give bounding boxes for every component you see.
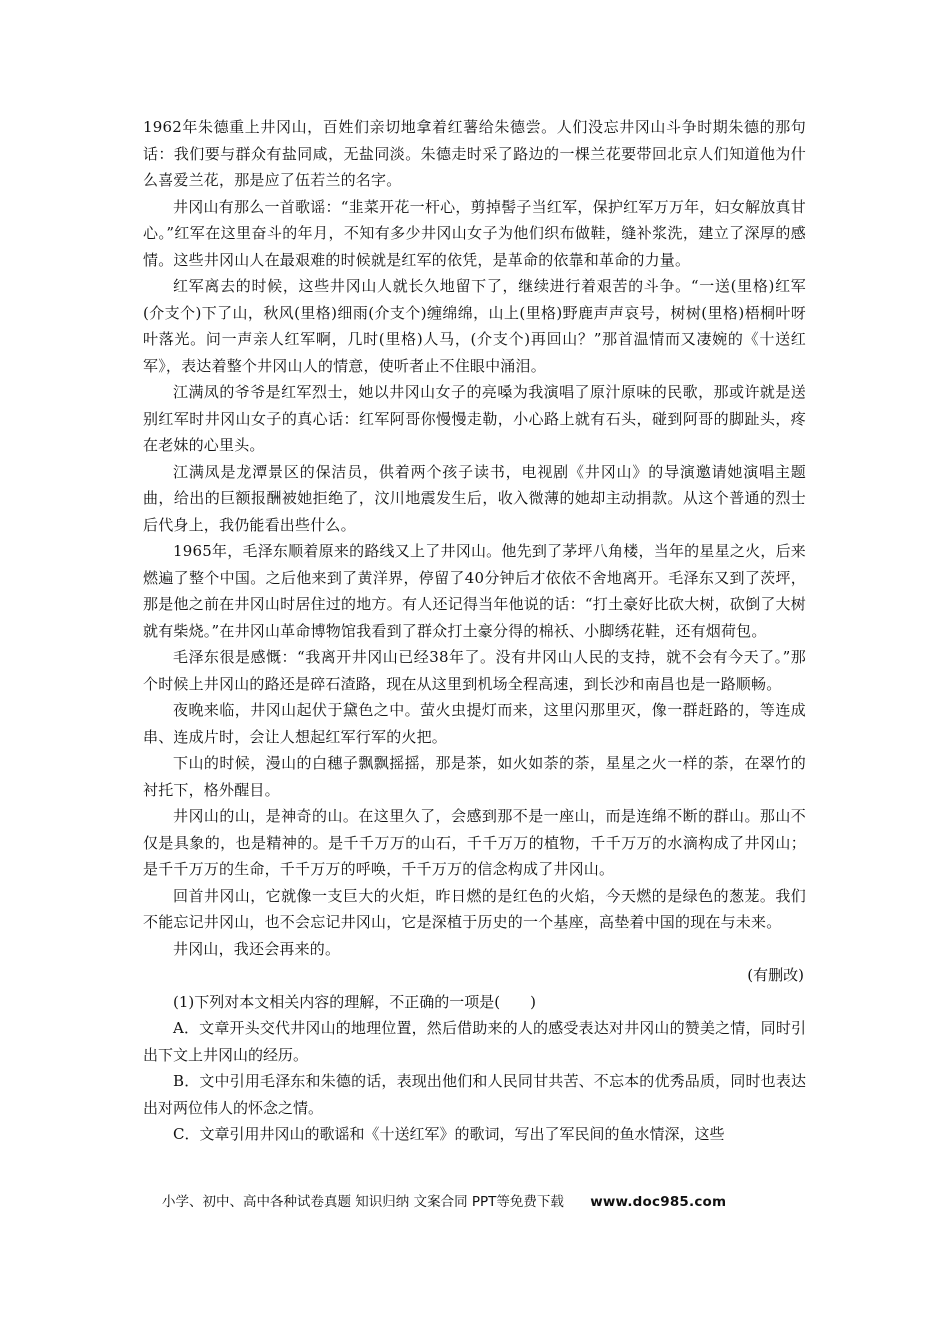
article-paragraph-9: 下山的时候，漫山的白穗子飘飘摇摇，那是茶，如火如荼的荼，星星之火一样的荼，在翠竹的衬托下，格外醒目。 <box>143 754 806 799</box>
article-paragraph-2: 井冈山有那么一首歌谣：“韭菜开花一杆心，剪掉髻子当红军，保护红军万万年，妇女解放真甘心。”红军在这里奋斗的年月，不知有多少井冈山女子为他们织布做鞋，缝补浆洗，建立了深厚的感情。这些井冈山人在最艰难的时候就是红军的依凭，是革命的依靠和革命的力量。 <box>143 197 806 269</box>
option-a: A．文章开头交代井冈山的地理位置，然后借助来的人的感受表达对井冈山的赞美之情，同时引出下文上井冈山的经历。 <box>143 1019 806 1064</box>
article-paragraph-5: 江满凤是龙潭景区的保洁员，供着两个孩子读书，电视剧《井冈山》的导演邀请她演唱主题曲，给出的巨额报酬被她拒绝了，汶川地震发生后，收入微薄的她却主动捐款。从这个普通的烈士后代身上，我仍能看出些什么。 <box>143 462 806 534</box>
article-paragraph-12: 井冈山，我还会再来的。 <box>173 939 341 958</box>
option-c: C．文章引用井冈山的歌谣和《十送红军》的歌词，写出了军民间的鱼水情深，这些 <box>173 1125 725 1143</box>
footer-text: 小学、初中、高中各种试卷真题 知识归纳 文案合同 PPT等免费下载 <box>162 1194 564 1210</box>
source-note: (有删改) <box>747 966 804 984</box>
article-paragraph-4: 江满凤的爷爷是红军烈士，她以井冈山女子的亮嗓为我演唱了原汁原味的民歌，那或许就是送别红军时井冈山女子的真心话：红军阿哥你慢慢走勒，小心路上就有石头，碰到阿哥的脚趾头，疼在老妹的心里头。 <box>143 383 806 454</box>
footer-site-link[interactable]: www.doc985.com <box>590 1194 727 1210</box>
article-paragraph-7: 毛泽东很是感慨：“我离开井冈山已经38年了。没有井冈山人民的支持，就不会有今天了。”那个时候上井冈山的路还是碎石渣路，现在从这里到机场全程高速，到长沙和南昌也是一路顺畅。 <box>143 648 806 693</box>
article-body <box>143 114 806 1148</box>
option-b: B．文中引用毛泽东和朱德的话，表现出他们和人民同甘共苦、不忘本的优秀品质，同时也表达出对两位伟人的怀念之情。 <box>143 1072 806 1117</box>
article-paragraph-6: 1965年，毛泽东顺着原来的路线又上了井冈山。他先到了茅坪八角楼，当年的星星之火，后来燃遍了整个中国。之后他来到了黄洋界，停留了40分钟后才依依不舍地离开。毛泽东又到了茨坪，那是他之前在井冈山时居住过的地方。有人还记得当年他说的话：“打土豪好比砍大树，砍倒了大树就有柴烧。”在井冈山革命博物馆我看到了群众打土豪分得的棉袄、小脚绣花鞋，还有烟荷包。 <box>143 542 806 640</box>
page-footer <box>162 1190 802 1210</box>
article-paragraph-3: 红军离去的时候，这些井冈山人就长久地留下了，继续进行着艰苦的斗争。“一送(里格)红军(介支个)下了山，秋风(里格)细雨(介支个)缠绵绵，山上(里格)野鹿声声哀号，树树(里格)梧桐叶呀叶落光。问一声亲人红军啊，几时(里格)人马，(介支个)再回山？”那首温情而又凄婉的《十送红军》，表达着整个井冈山人的情意，使听者止不住眼中涌泪。 <box>143 277 806 375</box>
article-paragraph-1: 1962年朱德重上井冈山，百姓们亲切地拿着红薯给朱德尝。人们没忘井冈山斗争时期朱德的那句话：我们要与群众有盐同咸，无盐同淡。朱德走时采了路边的一棵兰花要带回北京人们知道他为什么喜爱兰花，那是应了伍若兰的名字。 <box>143 118 806 189</box>
article-paragraph-8: 夜晚来临，井冈山起伏于黛色之中。萤火虫提灯而来，这里闪那里灭，像一群赶路的，等连成串、连成片时，会让人想起红军行军的火把。 <box>143 701 806 746</box>
article-paragraph-10: 井冈山的山，是神奇的山。在这里久了，会感到那不是一座山，而是连绵不断的群山。那山不仅是具象的，也是精神的。是千千万万的山石，千千万万的植物，千千万万的水滴构成了井冈山；是千千万万的生命，千千万万的呼唤，千千万万的信念构成了井冈山。 <box>143 807 806 878</box>
article-paragraph-11: 回首井冈山，它就像一支巨大的火炬，昨日燃的是红色的火焰，今天燃的是绿色的葱茏。我们不能忘记井冈山，也不会忘记井冈山，它是深植于历史的一个基座，高垫着中国的现在与未来。 <box>143 886 806 931</box>
question-1-stem: (1)下列对本文相关内容的理解，不正确的一项是( ) <box>173 992 536 1011</box>
